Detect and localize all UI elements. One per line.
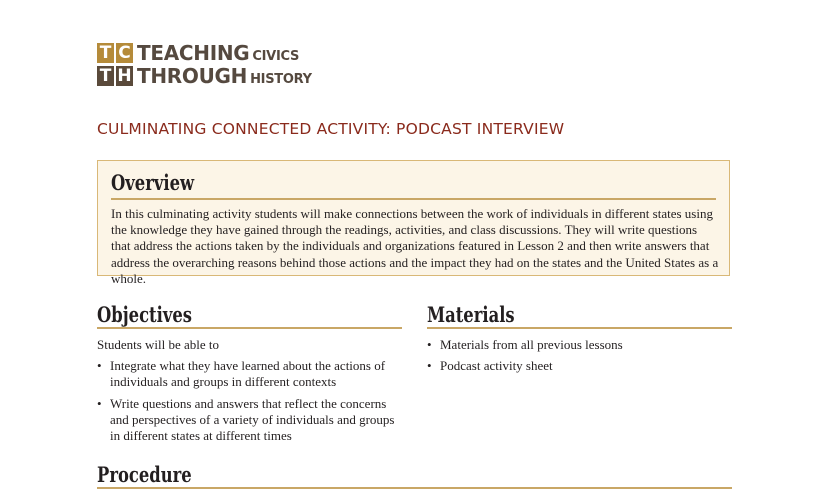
overview-heading: Overview [111, 170, 195, 195]
list-item: • Write questions and answers that reflect the concerns and perspectives of a variety of individuals and groups in different states at different times [97, 395, 395, 444]
logo-word-through: THROUGH [137, 64, 248, 88]
logo-word-civics: CIVICS [252, 49, 300, 64]
logo-mark [97, 43, 133, 86]
list-item: • Materials from all previous lessons [427, 337, 623, 352]
objectives-intro: Students will be able to [97, 337, 220, 352]
bullet-icon: • [427, 358, 432, 374]
logo-wordmark [137, 43, 312, 86]
overview-text: In this culminating activity students will make connections between the work of individuals in different states using the knowledge they have gained through the readings, activities, and class discussions. They will write questions that address the actions taken by the individuals and organizations featured in Lesson 2 and then write answers that address the overarching reasons behind those actions and the impact they had on the states and the United States as a whole. [111, 206, 719, 286]
list-item: • Integrate what they have learned about the actions of individuals and groups in different contexts [97, 358, 386, 390]
bullet-icon: • [97, 395, 102, 411]
overview-divider [111, 198, 716, 200]
logo-tile: H [117, 65, 132, 86]
procedure-heading: Procedure [97, 462, 192, 487]
procedure-divider [97, 487, 732, 489]
tcth-logo [97, 43, 312, 86]
list-item: • Podcast activity sheet [427, 358, 553, 374]
bullet-icon: • [97, 358, 102, 373]
logo-tile: T [97, 66, 114, 86]
logo-tile: T [97, 43, 114, 63]
materials-divider [427, 327, 732, 329]
materials-list [427, 337, 727, 380]
objectives-divider [97, 327, 402, 329]
logo-tile: C [116, 43, 133, 63]
overview-box [97, 160, 730, 286]
bullet-icon: • [427, 337, 432, 352]
objectives-heading: Objectives [97, 302, 193, 327]
logo-word-teaching: TEACHING [137, 41, 250, 65]
materials-heading: Materials [427, 302, 515, 327]
objectives-list [97, 358, 407, 449]
document-title: CULMINATING CONNECTED ACTIVITY: PODCAST INTERVIEW [97, 120, 565, 138]
logo-word-history: HISTORY [250, 72, 312, 87]
